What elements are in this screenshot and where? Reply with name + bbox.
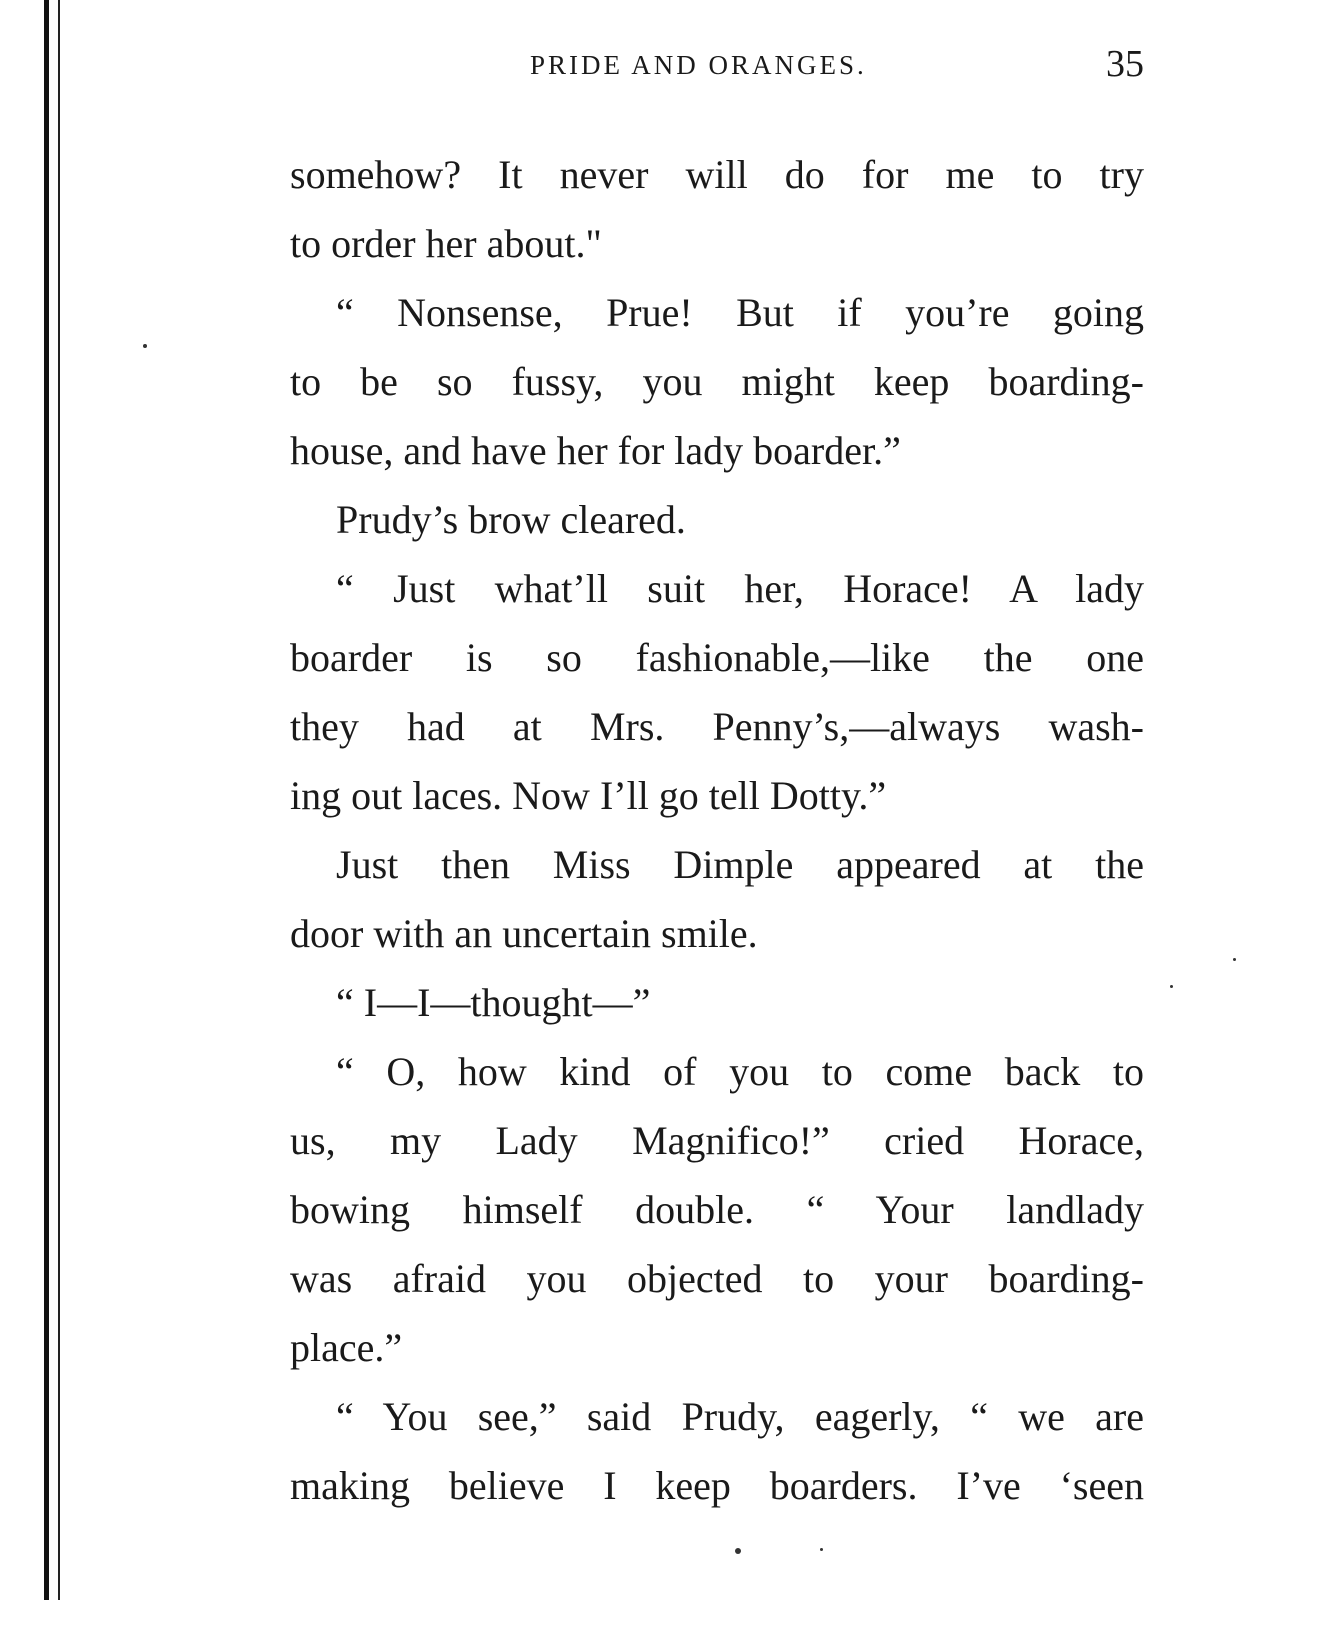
text-line: ing out laces. Now I’ll go tell Dotty.” [290,773,887,818]
text-line: making believe I keep boarders. I’ve ‘seen [290,1463,1144,1508]
running-title: PRIDE AND ORANGES. [530,50,867,80]
ink-speck [143,344,147,348]
ink-speck [820,1548,823,1551]
text-line: house, and have her for lady boarder.” [290,428,901,473]
text-line: to be so fussy, you might keep boarding- [290,359,1144,404]
text-line: somehow? It never will do for me to try [290,152,1144,197]
binding-rule-thin [58,0,60,1600]
text-line: Prudy’s brow cleared. [336,497,686,542]
ink-speck [1233,958,1236,961]
text-line: boarder is so fashionable,—like the one [290,635,1144,680]
text-line: “ I—I—thought—” [336,980,651,1025]
text-line: to order her about." [290,221,602,266]
text-line: us, my Lady Magnifico!” cried Horace, [290,1118,1144,1163]
ink-speck [735,1548,741,1554]
text-line: was afraid you objected to your boarding- [290,1256,1144,1301]
text-line: they had at Mrs. Penny’s,—always wash- [290,704,1144,749]
ink-speck [1170,985,1173,988]
text-line: Just then Miss Dimple appeared at the [336,842,1144,887]
text-line: “ Just what’ll suit her, Horace! A lady [336,566,1144,611]
text-line: “ Nonsense, Prue! But if you’re going [336,290,1144,335]
text-line: place.” [290,1325,403,1370]
text-line: bowing himself double. “ Your landlady [290,1187,1144,1232]
binding-rule [44,0,49,1600]
text-line: “ O, how kind of you to come back to [336,1049,1144,1094]
page-header [290,42,1144,92]
body-text [290,140,1144,1520]
text-line: “ You see,” said Prudy, eagerly, “ we are [336,1394,1144,1439]
text-line: door with an uncertain smile. [290,911,758,956]
page-number: 35 [1106,43,1144,85]
